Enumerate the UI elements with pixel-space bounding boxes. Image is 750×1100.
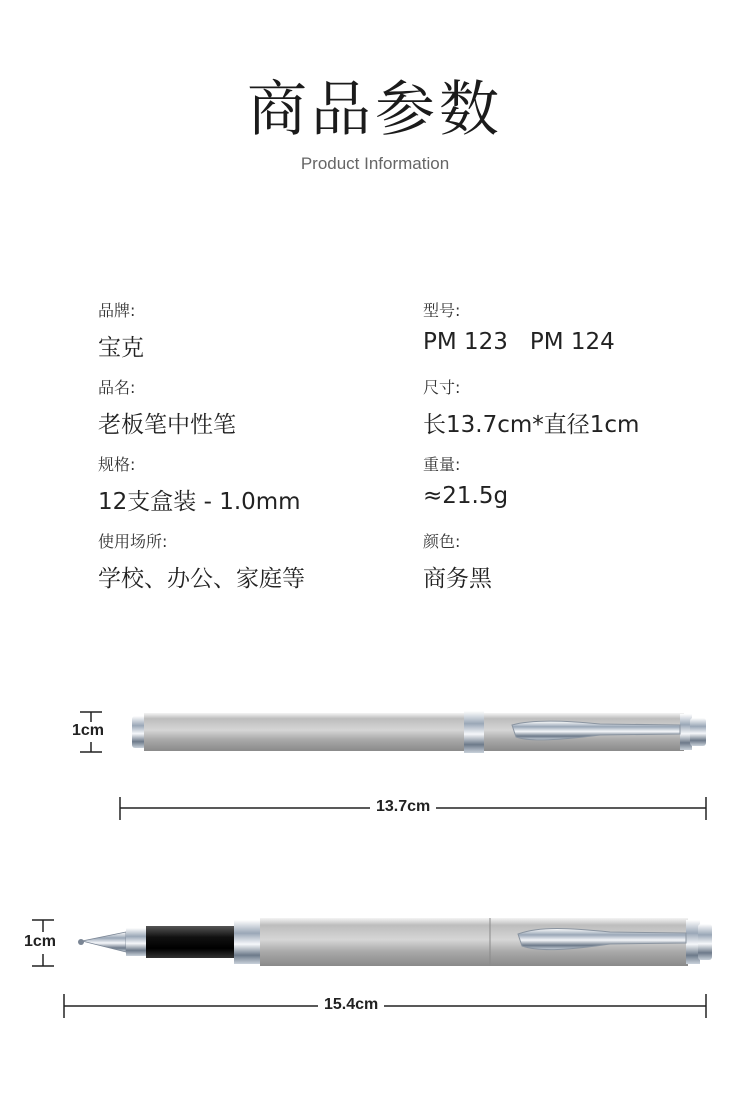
spec-value: PM 123 PM 124 [423,329,615,355]
spec-label: 颜色: [423,532,461,551]
pen-capped [132,711,706,753]
spec-label: 品牌: [98,301,136,320]
spec-label: 重量: [423,455,461,474]
page-title: 商品参数 [247,75,503,145]
pen1-diameter-label: 1cm [66,722,110,740]
pen2-diameter-label: 1cm [18,933,62,951]
spec-value: 12支盒装 - 1.0mm [98,489,301,515]
spec-label: 尺寸: [423,378,461,397]
spec-label: 规格: [98,455,136,474]
pen1-length-label: 13.7cm [370,798,436,816]
pen-uncapped [78,918,712,966]
spec-label: 品名: [98,378,136,397]
spec-value: ≈21.5g [423,483,509,509]
spec-value: 长13.7cm*直径1cm [423,412,640,438]
spec-label: 型号: [423,301,461,320]
spec-value: 学校、办公、家庭等 [98,566,305,592]
page-subtitle: Product Information [300,154,450,173]
spec-value: 老板笔中性笔 [98,412,236,438]
pen2-length-marker [64,994,706,1018]
spec-value: 宝克 [98,335,144,361]
spec-label: 使用场所: [98,532,168,551]
pen2-length-label: 15.4cm [318,996,384,1014]
spec-value: 商务黑 [423,566,492,592]
